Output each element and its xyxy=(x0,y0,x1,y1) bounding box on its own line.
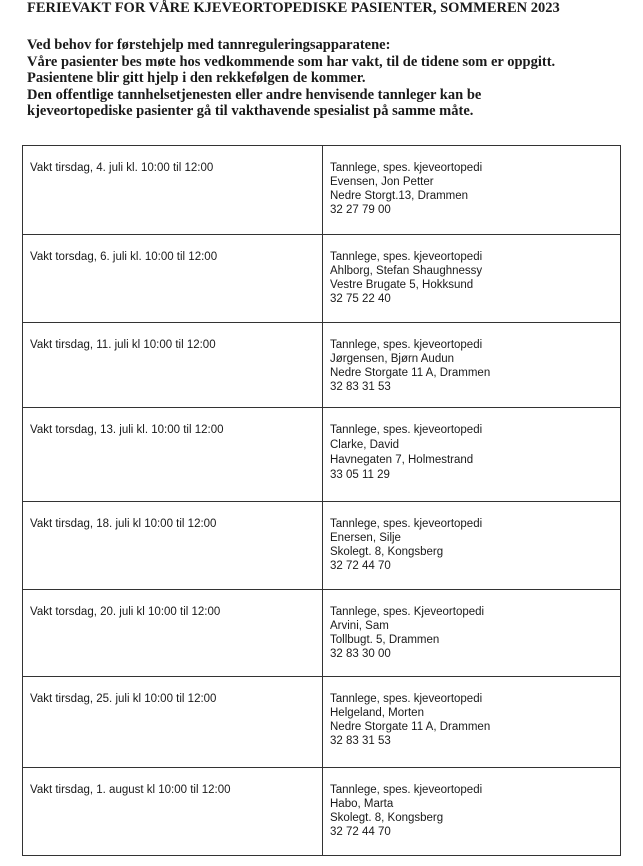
dentist-cell xyxy=(323,768,621,856)
dentist-title: Tannlege, spes. kjeveortopedi xyxy=(330,518,483,530)
dentist-address: Skolegt. 8, Kongsberg xyxy=(330,546,444,558)
shift-cell: Vakt torsdag, 6. juli kl. 10:00 til 12:00 xyxy=(23,235,323,323)
dentist-cell xyxy=(323,502,621,590)
dentist-name: Habo, Marta xyxy=(330,798,394,810)
dentist-phone: 33 05 11 29 xyxy=(330,469,390,481)
shift-cell: Vakt tirsdag, 4. juli kl. 10:00 til 12:00 xyxy=(23,146,323,235)
dentist-title: Tannlege, spes. kjeveortopedi xyxy=(330,162,483,174)
shift-cell: Vakt tirsdag, 11. juli kl 10:00 til 12:00 xyxy=(23,323,323,408)
dentist-cell xyxy=(323,590,621,677)
dentist-phone: 32 72 44 70 xyxy=(330,826,391,838)
intro-text xyxy=(27,37,555,120)
dentist-cell xyxy=(323,235,621,323)
dentist-address: Nedre Storgt.13, Drammen xyxy=(330,190,469,202)
table-row xyxy=(23,408,621,502)
dentist-name: Ahlborg, Stefan Shaughnessy xyxy=(330,265,483,277)
table-row xyxy=(23,768,621,856)
intro-line: kjeveortopediske pasienter gå til vakthavende spesialist på samme måte. xyxy=(27,103,474,119)
shift-cell: Vakt tirsdag, 25. juli kl 10:00 til 12:00 xyxy=(23,677,323,768)
dentist-address: Nedre Storgate 11 A, Drammen xyxy=(330,721,491,733)
dentist-address: Vestre Brugate 5, Hokksund xyxy=(330,279,474,291)
dentist-title: Tannlege, spes. kjeveortopedi xyxy=(330,251,483,263)
dentist-cell xyxy=(323,408,621,502)
dentist-cell xyxy=(323,677,621,768)
table-row xyxy=(23,235,621,323)
dentist-name: Evensen, Jon Petter xyxy=(330,176,434,188)
dentist-phone: 32 75 22 40 xyxy=(330,293,391,305)
table-row xyxy=(23,590,621,677)
dentist-name: Jørgensen, Bjørn Audun xyxy=(330,353,455,365)
dentist-name: Arvini, Sam xyxy=(330,620,389,632)
table-row xyxy=(23,677,621,768)
dentist-phone: 32 27 79 00 xyxy=(330,204,391,216)
dentist-address: Tollbugt. 5, Drammen xyxy=(330,634,440,646)
shift-cell: Vakt torsdag, 13. juli kl. 10:00 til 12:00 xyxy=(23,408,323,502)
page-title: FERIEVAKT FOR VÅRE KJEVEORTOPEDISKE PASIENTER, SOMMEREN 2023 xyxy=(27,0,560,16)
intro-line: Den offentlige tannhelsetjenesten eller andre henvisende tannleger kan be xyxy=(27,86,482,103)
dentist-phone: 32 83 31 53 xyxy=(330,735,391,747)
shift-cell: Vakt tirsdag, 1. august kl 10:00 til 12:00 xyxy=(23,768,323,856)
table-row xyxy=(23,502,621,590)
dentist-address: Skolegt. 8, Kongsberg xyxy=(330,812,444,824)
dentist-title: Tannlege, spes. kjeveortopedi xyxy=(330,784,483,796)
table-row xyxy=(23,146,621,235)
shift-cell: Vakt tirsdag, 18. juli kl 10:00 til 12:00 xyxy=(23,502,323,590)
dentist-address: Havnegaten 7, Holmestrand xyxy=(330,454,474,466)
dentist-name: Helgeland, Morten xyxy=(330,707,424,719)
intro-line: Ved behov for førstehjelp med tannreguleringsapparatene: xyxy=(27,37,391,53)
dentist-name: Clarke, David xyxy=(330,439,400,451)
intro-line: Pasientene blir gitt hjelp i den rekkefølgen de kommer. xyxy=(27,70,366,86)
dentist-address: Nedre Storgate 11 A, Drammen xyxy=(330,367,491,379)
dentist-title: Tannlege, spes. kjeveortopedi xyxy=(330,424,483,436)
dentist-title: Tannlege, spes. kjeveortopedi xyxy=(330,339,483,351)
dentist-cell xyxy=(323,323,621,408)
intro-line: Våre pasienter bes møte hos vedkommende som har vakt, til de tidene som er oppgitt. xyxy=(27,53,556,70)
dentist-phone: 32 72 44 70 xyxy=(330,560,391,572)
dentist-title: Tannlege, spes. kjeveortopedi xyxy=(330,693,483,705)
dentist-cell xyxy=(323,146,621,235)
dentist-name: Enersen, Silje xyxy=(330,532,401,544)
dentist-title: Tannlege, spes. Kjeveortopedi xyxy=(330,606,485,618)
table-row xyxy=(23,323,621,408)
shift-cell: Vakt torsdag, 20. juli kl 10:00 til 12:00 xyxy=(23,590,323,677)
duty-schedule-table xyxy=(22,145,621,856)
dentist-phone: 32 83 30 00 xyxy=(330,648,391,660)
dentist-phone: 32 83 31 53 xyxy=(330,381,391,393)
